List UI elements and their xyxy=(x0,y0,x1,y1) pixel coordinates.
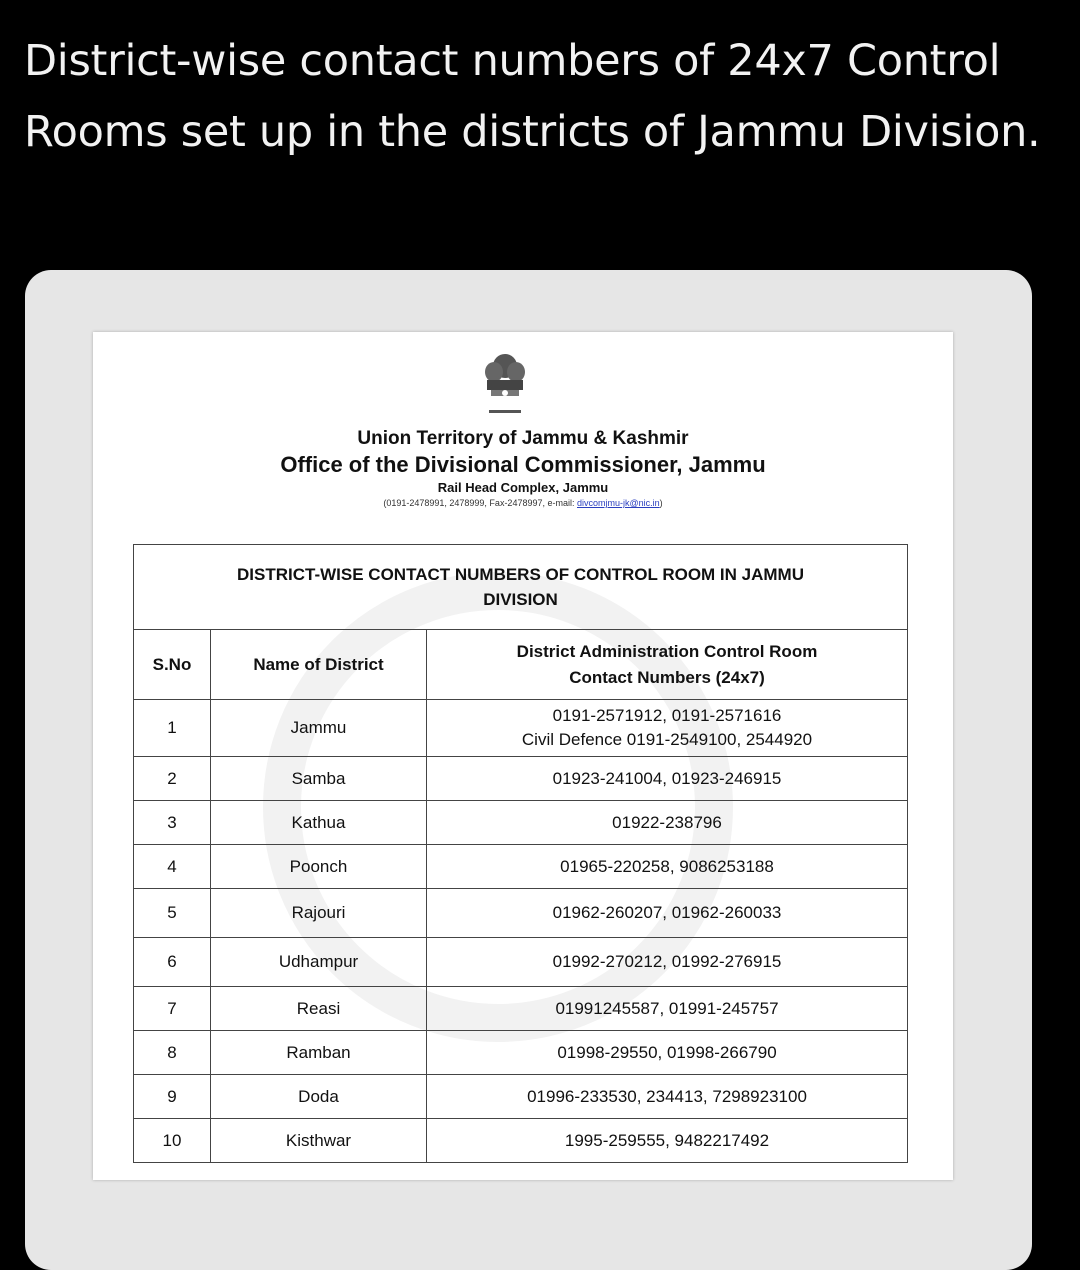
row-district: Jammu xyxy=(211,700,427,757)
table-header-row xyxy=(134,630,908,700)
row-district: Ramban xyxy=(211,1031,427,1075)
row-sno: 9 xyxy=(134,1075,211,1119)
table-title-line-2: DIVISION xyxy=(483,590,558,609)
row-contact xyxy=(427,700,908,757)
row-district: Samba xyxy=(211,757,427,801)
row-sno: 1 xyxy=(134,700,211,757)
table-row xyxy=(134,1031,908,1075)
row-sno: 8 xyxy=(134,1031,211,1075)
image-attachment[interactable] xyxy=(25,270,1032,1270)
row-contact: 01923-241004, 01923-246915 xyxy=(427,757,908,801)
row-district: Kisthwar xyxy=(211,1119,427,1163)
header-contact-line-1: District Administration Control Room xyxy=(516,641,818,661)
table-row xyxy=(134,801,908,845)
table-row xyxy=(134,845,908,889)
row-contact: 01998-29550, 01998-266790 xyxy=(427,1031,908,1075)
row-sno: 10 xyxy=(134,1119,211,1163)
row-district: Kathua xyxy=(211,801,427,845)
row-contact: 01996-233530, 234413, 7298923100 xyxy=(427,1075,908,1119)
table-row xyxy=(134,700,908,757)
letterhead-contact-line xyxy=(93,498,953,508)
header-contact-line-2: Contact Numbers (24x7) xyxy=(569,667,765,687)
header-contact xyxy=(427,630,908,700)
table-row xyxy=(134,938,908,987)
row-district: Doda xyxy=(211,1075,427,1119)
row-sno: 5 xyxy=(134,889,211,938)
row-district: Reasi xyxy=(211,987,427,1031)
row-district: Poonch xyxy=(211,845,427,889)
document-page xyxy=(93,332,953,1180)
letterhead-contact-prefix: (0191-2478991, 2478999, Fax-2478997, e-mail: xyxy=(383,498,575,508)
table-title xyxy=(134,545,908,630)
contacts-table xyxy=(133,544,908,1163)
row-sno: 6 xyxy=(134,938,211,987)
row-contact: 01965-220258, 9086253188 xyxy=(427,845,908,889)
row-contact-line-2: Civil Defence 0191-2549100, 2544920 xyxy=(521,730,813,749)
row-sno: 4 xyxy=(134,845,211,889)
table-row xyxy=(134,1075,908,1119)
post-text: District-wise contact numbers of 24x7 Control Rooms set up in the districts of Jammu Division. xyxy=(24,36,1041,157)
row-contact: 01992-270212, 01992-276915 xyxy=(427,938,908,987)
row-district: Rajouri xyxy=(211,889,427,938)
row-sno: 2 xyxy=(134,757,211,801)
table-row xyxy=(134,987,908,1031)
letterhead-contact-suffix: ) xyxy=(659,498,663,508)
row-contact: 01922-238796 xyxy=(427,801,908,845)
letterhead-address: Rail Head Complex, Jammu xyxy=(437,480,609,495)
letterhead-email-link[interactable]: divcomjmu-jk@nic.in xyxy=(577,498,660,508)
table-row xyxy=(134,757,908,801)
header-sno: S.No xyxy=(134,630,211,700)
row-sno: 3 xyxy=(134,801,211,845)
header-district: Name of District xyxy=(211,630,427,700)
row-contact: 1995-259555, 9482217492 xyxy=(427,1119,908,1163)
row-contact-line-1: 0191-2571912, 0191-2571616 xyxy=(552,706,782,725)
row-contact: 01962-260207, 01962-260033 xyxy=(427,889,908,938)
table-title-line-1: DISTRICT-WISE CONTACT NUMBERS OF CONTROL ROOM IN JAMMU xyxy=(237,565,804,584)
letterhead-line-1: Union Territory of Jammu & Kashmir xyxy=(357,428,689,449)
row-contact: 01991245587, 01991-245757 xyxy=(427,987,908,1031)
national-emblem-icon xyxy=(477,350,533,418)
table-row xyxy=(134,889,908,938)
letterhead-office-title: Office of the Divisional Commissioner, Jammu xyxy=(280,452,766,477)
table-row xyxy=(134,1119,908,1163)
row-district: Udhampur xyxy=(211,938,427,987)
row-sno: 7 xyxy=(134,987,211,1031)
